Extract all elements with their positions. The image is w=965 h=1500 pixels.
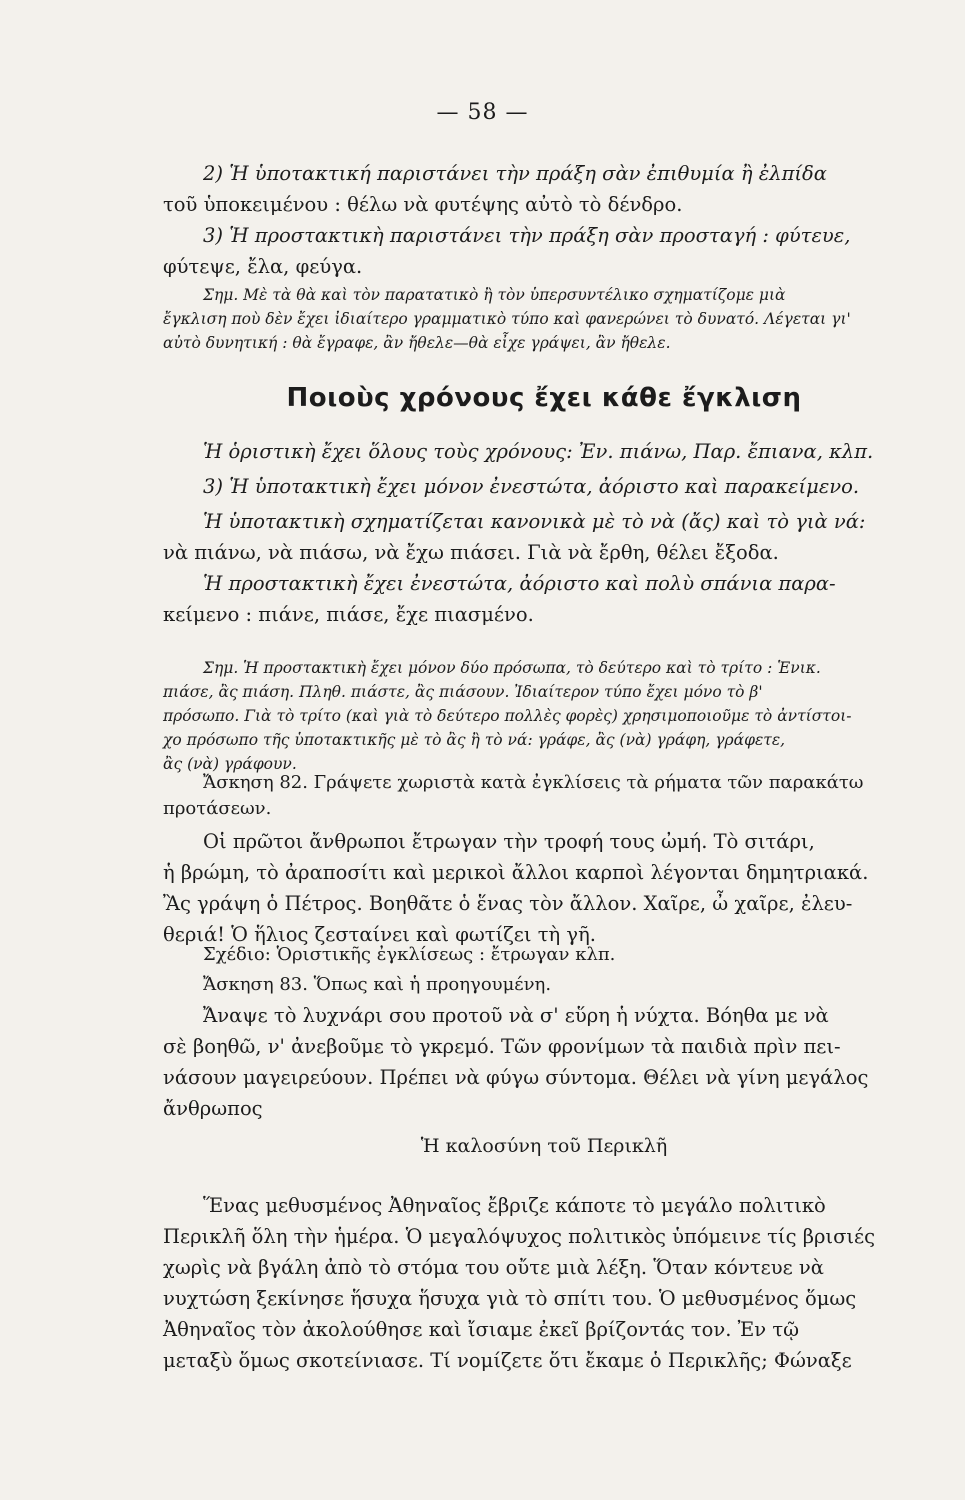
line-imperative-tenses: Ἡ προστακτικὴ ἔχει ἐνεστώτα, ἀόριστο καὶ πολὺ σπάνια παρα- (203, 572, 836, 595)
schedio-block (163, 940, 925, 1000)
line-imperative-def: 3) Ἡ προστακτικὴ παριστάνει τὴν πράξη σὰν προσταγή : φύτευε, (203, 224, 851, 247)
exercise-line: Ἄναψε τὸ λυχνάρι σου προτοῦ νὰ σ' εὕρη ἡ νύχτα. Βόηθα με νὰ (203, 1004, 829, 1027)
note-line: Σημ. Μὲ τὰ θὰ καὶ τὸν παρατατικὸ ἢ τὸν ὑπερσυντέλικο σχηματίζομε μιὰ (203, 286, 786, 304)
note-line: πρόσωπο. Γιὰ τὸ τρίτο (καὶ γιὰ τὸ δεύτερο πολλὲς φορὲς) χρησιμοποιοῦμε τὸ ἀντίστοι- (163, 707, 852, 725)
story-title-block (163, 1130, 925, 1162)
story-line: Ἀθηναῖος τὸν ἀκολούθησε καὶ ἴσιαμε ἐκεῖ βρίζοντάς τον. Ἐν τῷ (163, 1318, 800, 1341)
line-subjunctive-tenses: 3) Ἡ ὑποτακτικὴ ἔχει μόνον ἐνεστώτα, ἀόριστο καὶ παρακείμενο. (203, 475, 860, 498)
exercise-line: Ἂς γράψη ὁ Πέτρος. Βοηθᾶτε ὁ ἕνας τὸν ἄλλον. Χαῖρε, ὦ χαῖρε, ἐλευ- (163, 892, 853, 915)
line-indicative: Ἡ ὁριστικὴ ἔχει ὅλους τοὺς χρόνους: Ἐν. πιάνω, Παρ. ἔπιανα, κλπ. (203, 440, 874, 463)
note-line: ἂς (νὰ) γράφουν. (163, 755, 297, 773)
note-potential (163, 283, 925, 355)
story-line: Ἕνας μεθυσμένος Ἀθηναῖος ἔβριζε κάποτε τὸ μεγάλο πολιτικὸ (203, 1194, 826, 1217)
exercise-82-instruction: Ἄσκηση 82. Γράψετε χωριστὰ κατὰ ἐγκλίσεις τὰ ρήματα τῶν παρακάτω (203, 772, 864, 793)
line-subjunctive-formation: Ἡ ὑποτακτικὴ σχηματίζεται κανονικὰ μὲ τὸ νὰ (ἄς) καὶ τὸ γιὰ νά: (203, 510, 866, 533)
heading-tenses: Ποιοὺς χρόνους ἔχει κάθε ἔγκλιση (286, 383, 802, 413)
exercise-line: σὲ βοηθῶ, ν' ἀνεβοῦμε τὸ γκρεμό. Τῶν φρονίμων τὰ παιδιὰ πρὶν πει- (163, 1035, 841, 1058)
story-text (163, 1190, 925, 1376)
note-line: πιάσε, ἂς πιάση. Πληθ. πιάστε, ἂς πιάσουν. Ἰδιαίτερον τύπο ἔχει μόνο τὸ β' (163, 683, 763, 701)
story-title: Ἡ καλοσύνη τοῦ Περικλῆ (420, 1135, 668, 1157)
schedio-line: Σχέδιο: Ὁριστικῆς ἐγκλίσεως : ἔτρωγαν κλπ. (203, 944, 616, 965)
exercise-83-instruction: Ἄσκηση 83. Ὅπως καὶ ἡ προηγουμένη. (203, 974, 552, 995)
line-subjunctive-example: τοῦ ὑποκειμένου : θέλω νὰ φυτέψης αὐτὸ τὸ δένδρο. (163, 193, 683, 216)
exercise-82-text (163, 826, 925, 950)
line-subjunctive-def: 2) Ἡ ὑποτακτική παριστάνει τὴν πράξη σὰν ἐπιθυμία ἢ ἐλπίδα (203, 162, 827, 185)
exercise-line: ἡ βρώμη, τὸ ἀραποσίτι καὶ μερικοὶ ἄλλοι καρποὶ λέγονται δημητριακά. (163, 861, 869, 884)
block-tenses (163, 436, 925, 630)
block-moods (163, 158, 925, 282)
note-line: χο πρόσωπο τῆς ὑποτακτικῆς μὲ τὸ ἂς ἢ τὸ νά: γράφε, ἂς (νὰ) γράφη, γράφετε, (163, 731, 786, 749)
note-line: Σημ. Ἡ προστακτικὴ ἔχει μόνον δύο πρόσωπα, τὸ δεύτερο καὶ τὸ τρίτο : Ἑνικ. (203, 659, 821, 677)
note-line: αὐτὸ δυνητική : θὰ ἔγραφε, ἂν ἤθελε—θὰ εἶχε γράψει, ἂν ἤθελε. (163, 334, 671, 352)
section-heading (163, 378, 925, 418)
story-line: νυχτώση ξεκίνησε ἥσυχα ἥσυχα γιὰ τὸ σπίτι του. Ὁ μεθυσμένος ὅμως (163, 1287, 857, 1310)
note-imperative (163, 656, 925, 776)
exercise-82 (163, 768, 925, 824)
story-line: Περικλῆ ὅλη τὴν ἡμέρα. Ὁ μεγαλόψυχος πολιτικὸς ὑπόμεινε τίς βρισιές (163, 1225, 876, 1248)
exercise-line: θεριά! Ὁ ἥλιος ζεσταίνει καὶ φωτίζει τὴ γῆ. (163, 923, 596, 946)
note-line: ἔγκλιση ποὺ δὲν ἔχει ἰδιαίτερο γραμματικὸ τύπο καὶ φανερώνει τὸ δυνατό. Λέγεται γι' (163, 310, 851, 328)
page-number: — 58 — (436, 100, 529, 125)
exercise-83-text (163, 1000, 925, 1124)
story-line: χωρὶς νὰ βγάλη ἀπὸ τὸ στόμα του οὔτε μιὰ λέξη. Ὅταν κόντευε νὰ (163, 1256, 824, 1279)
exercise-line: νάσουν μαγειρεύουν. Πρέπει νὰ φύγω σύντομα. Θέλει νὰ γίνη μεγάλος (163, 1066, 869, 1089)
exercise-82-instruction-cont: προτάσεων. (163, 798, 272, 819)
line-imperative-examples: κείμενο : πιάνε, πιάσε, ἔχε πιασμένο. (163, 603, 534, 626)
exercise-line: Οἱ πρῶτοι ἄνθρωποι ἔτρωγαν τὴν τροφή τους ὠμή. Τὸ σιτάρι, (203, 830, 815, 853)
line-subjunctive-examples: νὰ πιάνω, νὰ πιάσω, νὰ ἔχω πιάσει. Γιὰ νὰ ἔρθη, θέλει ἔξοδα. (163, 541, 779, 564)
exercise-line: ἄνθρωπος (163, 1097, 263, 1120)
story-line: μεταξὺ ὅμως σκοτείνιασε. Τί νομίζετε ὅτι ἔκαμε ὁ Περικλῆς; Φώναξε (163, 1349, 852, 1372)
line-imperative-example: φύτεψε, ἔλα, φεύγα. (163, 255, 363, 278)
